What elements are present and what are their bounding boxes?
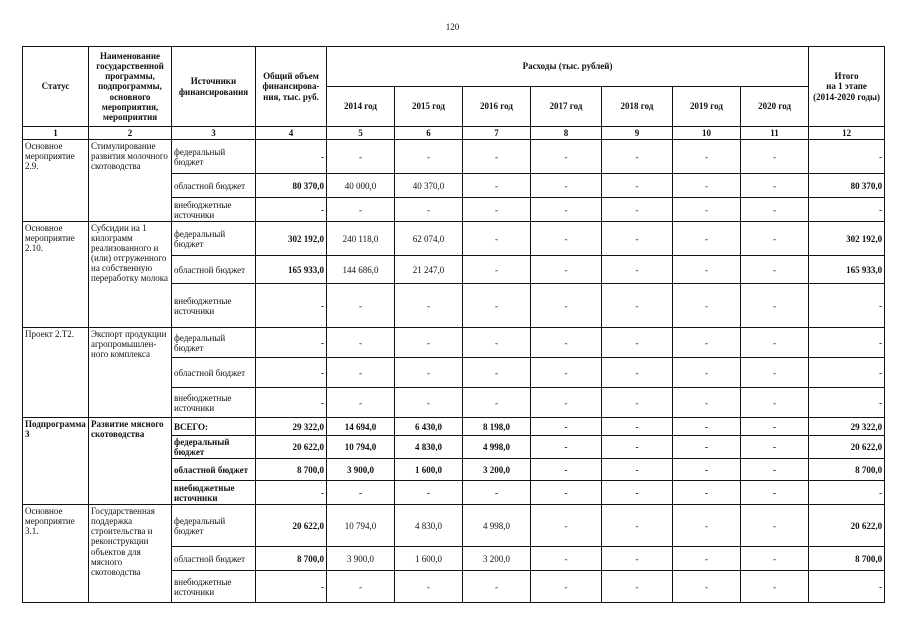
year-value-cell: - [327, 140, 395, 174]
funding-source-cell: федеральный бюджет [172, 505, 256, 547]
year-value-cell: - [741, 174, 809, 198]
year-value-cell: - [463, 198, 531, 222]
year-value-cell: 3 900,0 [327, 459, 395, 481]
header-year: 2016 год [463, 87, 531, 127]
year-value-cell: 4 830,0 [395, 436, 463, 459]
year-value-cell: 3 200,0 [463, 547, 531, 571]
stage-total-cell: 80 370,0 [809, 174, 885, 198]
year-value-cell: - [673, 505, 741, 547]
program-name-cell: Экспорт продукции агропромышлен-ного комплекса [89, 328, 172, 418]
column-number: 5 [327, 127, 395, 140]
year-value-cell: - [673, 140, 741, 174]
year-value-cell: - [463, 222, 531, 256]
year-value-cell: - [673, 174, 741, 198]
year-value-cell: 3 900,0 [327, 547, 395, 571]
year-value-cell: 62 074,0 [395, 222, 463, 256]
year-value-cell: 4 998,0 [463, 436, 531, 459]
year-value-cell: - [741, 418, 809, 436]
column-number: 4 [256, 127, 327, 140]
year-value-cell: - [741, 571, 809, 603]
funding-source-cell: областной бюджет [172, 256, 256, 284]
year-value-cell: - [327, 198, 395, 222]
year-value-cell: - [531, 547, 602, 571]
header-expenses: Расходы (тыс. рублей) [327, 47, 809, 87]
stage-total-cell: - [809, 388, 885, 418]
year-value-cell: - [602, 481, 673, 505]
total-volume-cell: 8 700,0 [256, 547, 327, 571]
funding-source-cell: ВСЕГО: [172, 418, 256, 436]
stage-total-cell: - [809, 358, 885, 388]
year-value-cell: - [741, 256, 809, 284]
total-volume-cell: - [256, 140, 327, 174]
stage-total-cell: 302 192,0 [809, 222, 885, 256]
table-row [23, 328, 885, 358]
year-value-cell: - [602, 222, 673, 256]
year-value-cell: - [463, 174, 531, 198]
column-number: 3 [172, 127, 256, 140]
year-value-cell: 10 794,0 [327, 436, 395, 459]
table-row [23, 418, 885, 436]
funding-source-cell: внебюджетные источники [172, 481, 256, 505]
year-value-cell: - [673, 459, 741, 481]
status-cell: Подпрограмма 3 [23, 418, 89, 505]
year-value-cell: - [463, 328, 531, 358]
year-value-cell: - [602, 328, 673, 358]
stage-total-cell: 8 700,0 [809, 547, 885, 571]
year-value-cell: - [741, 547, 809, 571]
total-volume-cell: 302 192,0 [256, 222, 327, 256]
funding-source-cell: областной бюджет [172, 358, 256, 388]
funding-source-cell: федеральный бюджет [172, 140, 256, 174]
year-value-cell: - [741, 388, 809, 418]
year-value-cell: - [395, 198, 463, 222]
year-value-cell: 40 370,0 [395, 174, 463, 198]
program-name-cell: Субсидии на 1 килограмм реализованного и (или) отгруженного на собственную переработку молока [89, 222, 172, 328]
year-value-cell: - [395, 140, 463, 174]
year-value-cell: - [531, 505, 602, 547]
program-name-cell: Развитие мясного скотоводства [89, 418, 172, 505]
total-volume-cell: - [256, 571, 327, 603]
year-value-cell: - [327, 571, 395, 603]
year-value-cell: - [531, 481, 602, 505]
year-value-cell: - [531, 284, 602, 328]
year-value-cell: - [673, 198, 741, 222]
year-value-cell: - [602, 571, 673, 603]
year-value-cell: - [741, 284, 809, 328]
column-number: 1 [23, 127, 89, 140]
table-body [23, 140, 885, 603]
header-year: 2014 год [327, 87, 395, 127]
year-value-cell: - [741, 505, 809, 547]
year-value-cell: - [673, 571, 741, 603]
total-volume-cell: - [256, 388, 327, 418]
stage-total-cell: - [809, 198, 885, 222]
year-value-cell: - [602, 140, 673, 174]
year-value-cell: - [327, 328, 395, 358]
year-value-cell: - [602, 505, 673, 547]
year-value-cell: - [602, 256, 673, 284]
column-number: 11 [741, 127, 809, 140]
year-value-cell: - [531, 328, 602, 358]
stage-total-cell: 20 622,0 [809, 436, 885, 459]
total-volume-cell: 80 370,0 [256, 174, 327, 198]
status-cell: Основное мероприятие 2.9. [23, 140, 89, 222]
year-value-cell: - [673, 328, 741, 358]
year-value-cell: 40 000,0 [327, 174, 395, 198]
funding-source-cell: федеральный бюджет [172, 222, 256, 256]
funding-source-cell: внебюджетные источники [172, 388, 256, 418]
stage-total-cell: - [809, 328, 885, 358]
year-value-cell: - [602, 418, 673, 436]
year-value-cell: 1 600,0 [395, 547, 463, 571]
header-year: 2019 год [673, 87, 741, 127]
year-value-cell: 8 198,0 [463, 418, 531, 436]
year-value-cell: - [531, 140, 602, 174]
stage-total-cell: - [809, 481, 885, 505]
year-value-cell: - [602, 198, 673, 222]
stage-total-cell: 20 622,0 [809, 505, 885, 547]
year-value-cell: - [741, 328, 809, 358]
year-value-cell: - [531, 174, 602, 198]
year-value-cell: - [463, 140, 531, 174]
year-value-cell: - [673, 388, 741, 418]
header-funding-source: Источники финансирования [172, 47, 256, 127]
year-value-cell: - [395, 328, 463, 358]
header-stage-total: Итого на 1 этапе (2014-2020 годы) [809, 47, 885, 127]
stage-total-cell: 29 322,0 [809, 418, 885, 436]
stage-total-cell: - [809, 140, 885, 174]
year-value-cell: - [602, 358, 673, 388]
header-year: 2020 год [741, 87, 809, 127]
year-value-cell: - [531, 358, 602, 388]
year-value-cell: - [327, 388, 395, 418]
header-status: Статус [23, 47, 89, 127]
year-value-cell: - [673, 436, 741, 459]
stage-total-cell: - [809, 284, 885, 328]
header-year: 2018 год [602, 87, 673, 127]
year-value-cell: - [531, 436, 602, 459]
year-value-cell: - [602, 388, 673, 418]
funding-source-cell: областной бюджет [172, 547, 256, 571]
year-value-cell: - [673, 256, 741, 284]
table-row [23, 222, 885, 256]
year-value-cell: - [395, 571, 463, 603]
total-volume-cell: 20 622,0 [256, 436, 327, 459]
program-name-cell: Государственная поддержка строительства и реконструкции объектов для мясного скотоводства [89, 505, 172, 603]
year-value-cell: - [531, 256, 602, 284]
funding-source-cell: внебюджетные источники [172, 284, 256, 328]
column-number: 2 [89, 127, 172, 140]
page-number: 120 [445, 22, 460, 32]
year-value-cell: - [741, 358, 809, 388]
year-value-cell: - [673, 222, 741, 256]
year-value-cell: - [531, 198, 602, 222]
year-value-cell: 1 600,0 [395, 459, 463, 481]
column-number: 8 [531, 127, 602, 140]
funding-source-cell: областной бюджет [172, 459, 256, 481]
year-value-cell: - [463, 284, 531, 328]
year-value-cell: - [531, 571, 602, 603]
column-number: 10 [673, 127, 741, 140]
year-value-cell: - [741, 140, 809, 174]
year-value-cell: - [463, 256, 531, 284]
year-value-cell: - [741, 198, 809, 222]
year-value-cell: - [463, 571, 531, 603]
year-value-cell: - [395, 284, 463, 328]
year-value-cell: 21 247,0 [395, 256, 463, 284]
funding-source-cell: областной бюджет [172, 174, 256, 198]
total-volume-cell: 20 622,0 [256, 505, 327, 547]
year-value-cell: - [673, 481, 741, 505]
status-cell: Проект 2.Т2. [23, 328, 89, 418]
year-value-cell: - [531, 459, 602, 481]
year-value-cell: 4 998,0 [463, 505, 531, 547]
year-value-cell: 14 694,0 [327, 418, 395, 436]
program-name-cell: Стимулирование развития молочного скотоводства [89, 140, 172, 222]
year-value-cell: - [673, 284, 741, 328]
year-value-cell: - [463, 481, 531, 505]
header-total-volume: Общий объем финансирова-ния, тыс. руб. [256, 47, 327, 127]
year-value-cell: - [602, 547, 673, 571]
budget-table [22, 46, 885, 603]
status-cell: Основное мероприятие 3.1. [23, 505, 89, 603]
year-value-cell: 144 686,0 [327, 256, 395, 284]
year-value-cell: 3 200,0 [463, 459, 531, 481]
header-program-name: Наименование государственной программы, подпрограммы, основного мероприятия, мероприятия [89, 47, 172, 127]
year-value-cell: - [741, 459, 809, 481]
stage-total-cell: - [809, 571, 885, 603]
funding-source-cell: внебюджетные источники [172, 198, 256, 222]
year-value-cell: - [741, 222, 809, 256]
stage-total-cell: 165 933,0 [809, 256, 885, 284]
year-value-cell: - [673, 547, 741, 571]
total-volume-cell: - [256, 284, 327, 328]
year-value-cell: - [327, 481, 395, 505]
total-volume-cell: - [256, 358, 327, 388]
year-value-cell: - [741, 481, 809, 505]
funding-source-cell: федеральный бюджет [172, 436, 256, 459]
total-volume-cell: 8 700,0 [256, 459, 327, 481]
year-value-cell: - [463, 388, 531, 418]
header-year: 2015 год [395, 87, 463, 127]
year-value-cell: - [602, 284, 673, 328]
year-value-cell: - [327, 284, 395, 328]
year-value-cell: - [602, 459, 673, 481]
column-number: 9 [602, 127, 673, 140]
year-value-cell: - [602, 174, 673, 198]
year-value-cell: 4 830,0 [395, 505, 463, 547]
total-volume-cell: - [256, 481, 327, 505]
year-value-cell: - [673, 358, 741, 388]
year-value-cell: - [531, 388, 602, 418]
column-number: 7 [463, 127, 531, 140]
header-year: 2017 год [531, 87, 602, 127]
column-number: 6 [395, 127, 463, 140]
total-volume-cell: - [256, 328, 327, 358]
total-volume-cell: 165 933,0 [256, 256, 327, 284]
column-number: 12 [809, 127, 885, 140]
table-row [23, 140, 885, 174]
year-value-cell: - [395, 358, 463, 388]
stage-total-cell: 8 700,0 [809, 459, 885, 481]
year-value-cell: - [602, 436, 673, 459]
year-value-cell: - [531, 222, 602, 256]
year-value-cell: - [395, 481, 463, 505]
year-value-cell: - [741, 436, 809, 459]
year-value-cell: - [673, 418, 741, 436]
year-value-cell: - [463, 358, 531, 388]
status-cell: Основное мероприятие 2.10. [23, 222, 89, 328]
funding-source-cell: федеральный бюджет [172, 328, 256, 358]
year-value-cell: - [395, 388, 463, 418]
year-value-cell: - [327, 358, 395, 388]
year-value-cell: - [531, 418, 602, 436]
total-volume-cell: - [256, 198, 327, 222]
year-value-cell: 6 430,0 [395, 418, 463, 436]
funding-source-cell: внебюджетные источники [172, 571, 256, 603]
total-volume-cell: 29 322,0 [256, 418, 327, 436]
year-value-cell: 240 118,0 [327, 222, 395, 256]
year-value-cell: 10 794,0 [327, 505, 395, 547]
table-row [23, 505, 885, 547]
